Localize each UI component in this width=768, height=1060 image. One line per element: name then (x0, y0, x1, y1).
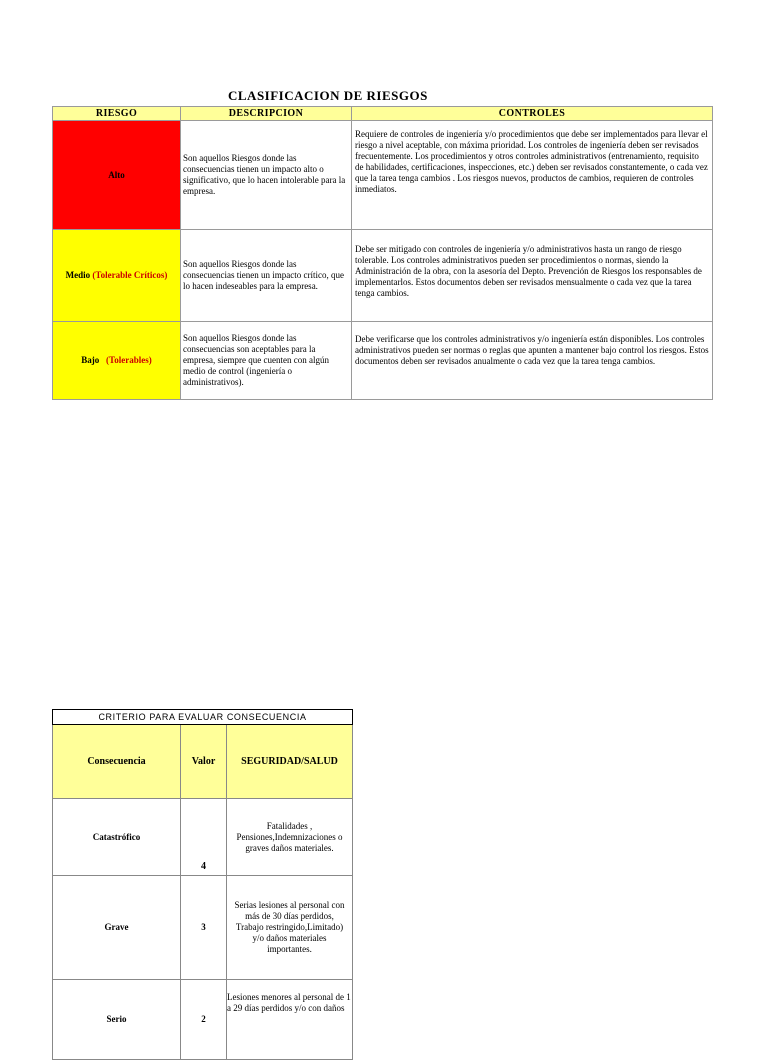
consequence-description: Serias lesiones al personal con más de 30 días perdidos, Trabajo restringido,Limitado) y/o daños materiales importantes. (227, 876, 353, 980)
header-descripcion: DESCRIPCION (181, 107, 352, 121)
consequence-row-serio (53, 980, 353, 1060)
header-valor: Valor (181, 725, 227, 799)
risk-classification-table (52, 106, 713, 400)
risk-description: Son aquellos Riesgos donde las consecuencias tienen un impacto crítico, que lo hacen indeseables para la empresa. (181, 230, 352, 322)
risk-level-bajo (53, 322, 181, 400)
consequence-table-caption-row (53, 710, 353, 725)
header-riesgo: RIESGO (53, 107, 181, 121)
consequence-table-header (53, 725, 353, 799)
risk-row-alto (53, 121, 713, 230)
header-controles: CONTROLES (352, 107, 713, 121)
consequence-name: Grave (53, 876, 181, 980)
risk-level-label: Medio (65, 270, 91, 280)
consequence-row-grave (53, 876, 353, 980)
risk-table-header (53, 107, 713, 121)
risk-row-medio (53, 230, 713, 322)
risk-controls-text: Debe verificarse que los controles administrativos y/o ingeniería están disponibles. Los controles administrativos pueden ser normas o reglas que apunten a mantener bajo control los riesgos. Estos documentos deben ser revisados anualmente o cada vez que la tarea tenga cambios. (355, 334, 709, 366)
risk-level-qualifier: (Tolerables) (106, 355, 152, 365)
consequence-description: Fatalidades , Pensiones,Indemnizaciones o graves daños materiales. (227, 799, 353, 876)
risk-description: Son aquellos Riesgos donde las consecuencias son aceptables para la empresa, siempre que cuenten con algún medio de control (ingeniería o administrativos). (181, 322, 352, 400)
risk-level-medio (53, 230, 181, 322)
consequence-criteria-table (52, 709, 353, 1060)
consequence-name: Serio (53, 980, 181, 1060)
risk-row-bajo (53, 322, 713, 400)
consequence-name: Catastrófico (53, 799, 181, 876)
consequence-description: Lesiones menores al personal de 1 a 29 días perdidos y/o con daños (227, 980, 353, 1060)
header-seguridad-salud: SEGURIDAD/SALUD (227, 725, 353, 799)
consequence-value: 2 (181, 980, 227, 1060)
consequence-table-caption: CRITERIO PARA EVALUAR CONSECUENCIA (53, 710, 353, 725)
risk-controls (352, 121, 713, 230)
consequence-row-catastrofico (53, 799, 353, 876)
consequence-value-cell (181, 799, 227, 876)
risk-controls (352, 230, 713, 322)
risk-controls-text: Debe ser mitigado con controles de ingeniería y/o administrativos hasta un rango de riesgo tolerable. Los controles administrativos pueden ser procedimientos o normas, siendo la Administración de la obra, con la asesoría del Depto. Prevención de Riesgos los responsables de implementarlos. Estos documentos deben ser revisados mensualmente o cada vez que la tarea tenga cambios. (355, 244, 702, 298)
risk-controls (352, 322, 713, 400)
risk-level-alto (53, 121, 181, 230)
risk-controls-text: Requiere de controles de ingeniería y/o procedimientos que debe ser implementados para llevar el riesgo a nivel aceptable, con máxima prioridad. Los controles de ingeniería deben ser revisados frecuentemente. Los procedimientos y otros controles administrativos (entrenamiento, requisito de habilidades, certificaciones, inspecciones, etc.) deben ser revisados constantemente, o cada vez que la tarea tenga cambios . Los riesgos nuevos, productos de cambios, requieren de controles inmediatos. (355, 129, 708, 194)
risk-description: Son aquellos Riesgos donde las consecuencias tienen un impacto alto o significativo, que lo hacen intolerable para la empresa. (181, 121, 352, 230)
risk-level-qualifier: (Tolerable Críticos) (92, 270, 168, 280)
page-title: CLASIFICACION DE RIESGOS (228, 88, 428, 103)
header-consecuencia: Consecuencia (53, 725, 181, 799)
risk-level-label: Alto (108, 169, 125, 180)
consequence-value: 4 (201, 861, 206, 872)
consequence-value: 3 (181, 876, 227, 980)
risk-level-label: Bajo (81, 355, 100, 365)
